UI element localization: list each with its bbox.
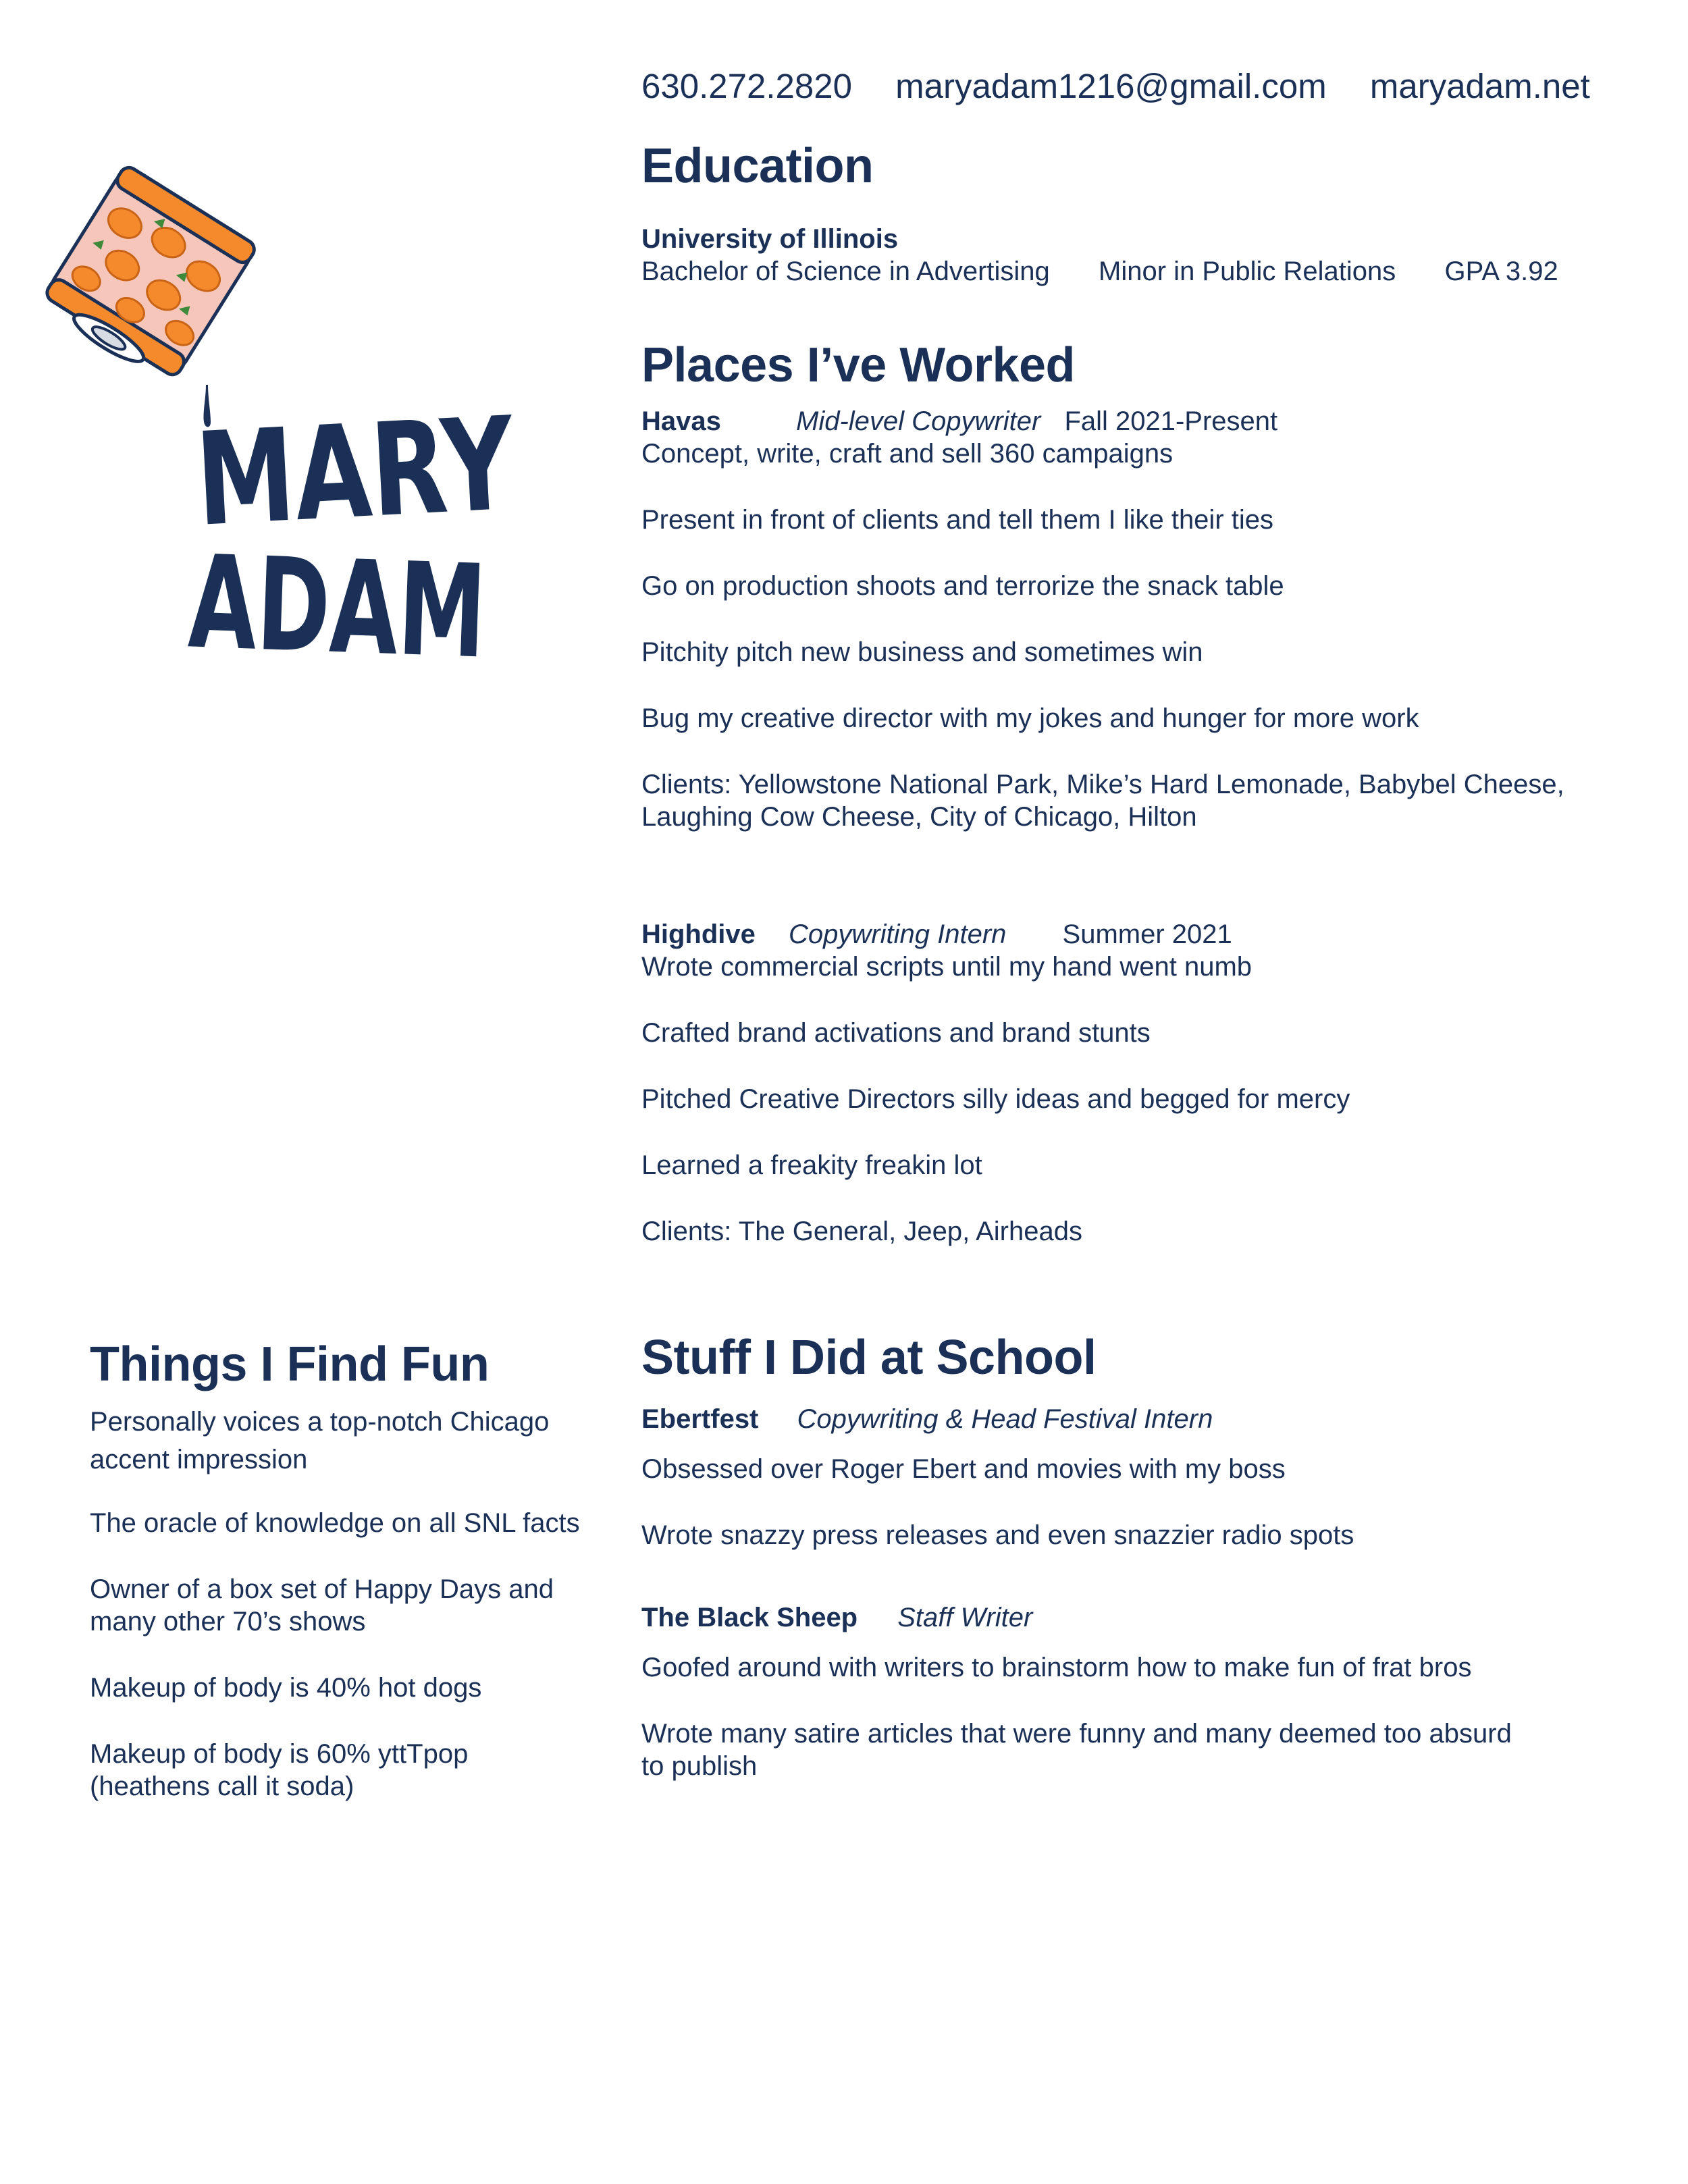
list-item: Wrote many satire articles that were funny and many deemed too absurd [641, 1719, 1512, 1749]
list-item: to publish [641, 1751, 758, 1781]
job-havas-clients-2: Laughing Cow Cheese, City of Chicago, Hilton [641, 802, 1197, 832]
fun-item-1-l1: Personally voices a top-notch Chicago [90, 1407, 550, 1437]
name-line-1: MARY [192, 384, 612, 555]
list-item: Pitchity pitch new business and sometimes win [641, 637, 1203, 667]
job-havas-clients-1: Clients: Yellowstone National Park, Mike’s Hard Lemonade, Babybel Cheese, [641, 770, 1564, 799]
job-highdive-header [641, 918, 1232, 951]
list-item: Crafted brand activations and brand stunts [641, 1018, 1151, 1048]
school-role: Staff Writer [897, 1603, 1033, 1632]
logo [34, 155, 625, 695]
list-item: Present in front of clients and tell them I like their ties [641, 505, 1273, 535]
list-item: Bug my creative director with my jokes and hunger for more work [641, 703, 1419, 733]
education-minor: Minor in Public Relations [1099, 257, 1396, 286]
fun-item-1-l2: accent impression [90, 1445, 308, 1474]
list-item: Obsessed over Roger Ebert and movies with my boss [641, 1454, 1286, 1484]
list-item: Wrote commercial scripts until my hand went numb [641, 952, 1252, 982]
name-line-2: ADAM [186, 527, 625, 692]
fun-item-3-l1: Owner of a box set of Happy Days and [90, 1574, 554, 1604]
list-item: Concept, write, craft and sell 360 campaigns [641, 439, 1173, 469]
work-heading: Places I’ve Worked [641, 338, 1076, 392]
list-item: Clients: The General, Jeep, Airheads [641, 1217, 1082, 1246]
contact-email: maryadam1216@gmail.com [895, 67, 1327, 105]
job-dates: Fall 2021-Present [1064, 406, 1278, 436]
contact-website: maryadam.net [1369, 67, 1590, 105]
education-heading: Education [641, 139, 874, 193]
school-role: Copywriting & Head Festival Intern [797, 1404, 1213, 1434]
soda-can-icon [34, 155, 317, 439]
fun-heading: Things I Find Fun [90, 1337, 490, 1391]
list-item: Learned a freakity freakin lot [641, 1150, 982, 1180]
fun-item-5-l1: Makeup of body is 60% yttTpop [90, 1739, 469, 1769]
school-heading: Stuff I Did at School [641, 1331, 1097, 1385]
education-degree: Bachelor of Science in Advertising [641, 257, 1050, 286]
list-item: Goofed around with writers to brainstorm how to make fun of frat bros [641, 1653, 1472, 1682]
education-school: University of Illinois [641, 224, 899, 254]
fun-item-2: The oracle of knowledge on all SNL facts [90, 1508, 580, 1538]
contact-phone: 630.272.2820 [641, 67, 852, 105]
fun-item-3-l2: many other 70’s shows [90, 1607, 366, 1636]
job-role: Mid-level Copywriter [796, 406, 1041, 436]
fun-item-4: Makeup of body is 40% hot dogs [90, 1673, 482, 1703]
name-logotype [186, 384, 625, 692]
job-dates: Summer 2021 [1062, 920, 1232, 949]
school-org: Ebertfest [641, 1404, 759, 1434]
fun-item-5-l2: (heathens call it soda) [90, 1772, 354, 1801]
list-item: Go on production shoots and terrorize the snack table [641, 571, 1284, 601]
contact-bar [641, 66, 1654, 106]
job-role: Copywriting Intern [789, 920, 1007, 949]
school-ebertfest-header [641, 1403, 1213, 1435]
list-item: Wrote snazzy press releases and even snazzier radio spots [641, 1520, 1354, 1550]
list-item: Pitched Creative Directors silly ideas and begged for mercy [641, 1084, 1350, 1114]
education-gpa: GPA 3.92 [1444, 257, 1558, 286]
school-org: The Black Sheep [641, 1603, 858, 1632]
job-org: Havas [641, 406, 721, 436]
job-havas-header [641, 405, 1277, 437]
job-org: Highdive [641, 920, 756, 949]
education-degree-line [641, 255, 1558, 288]
school-blacksheep-header [641, 1601, 1032, 1634]
